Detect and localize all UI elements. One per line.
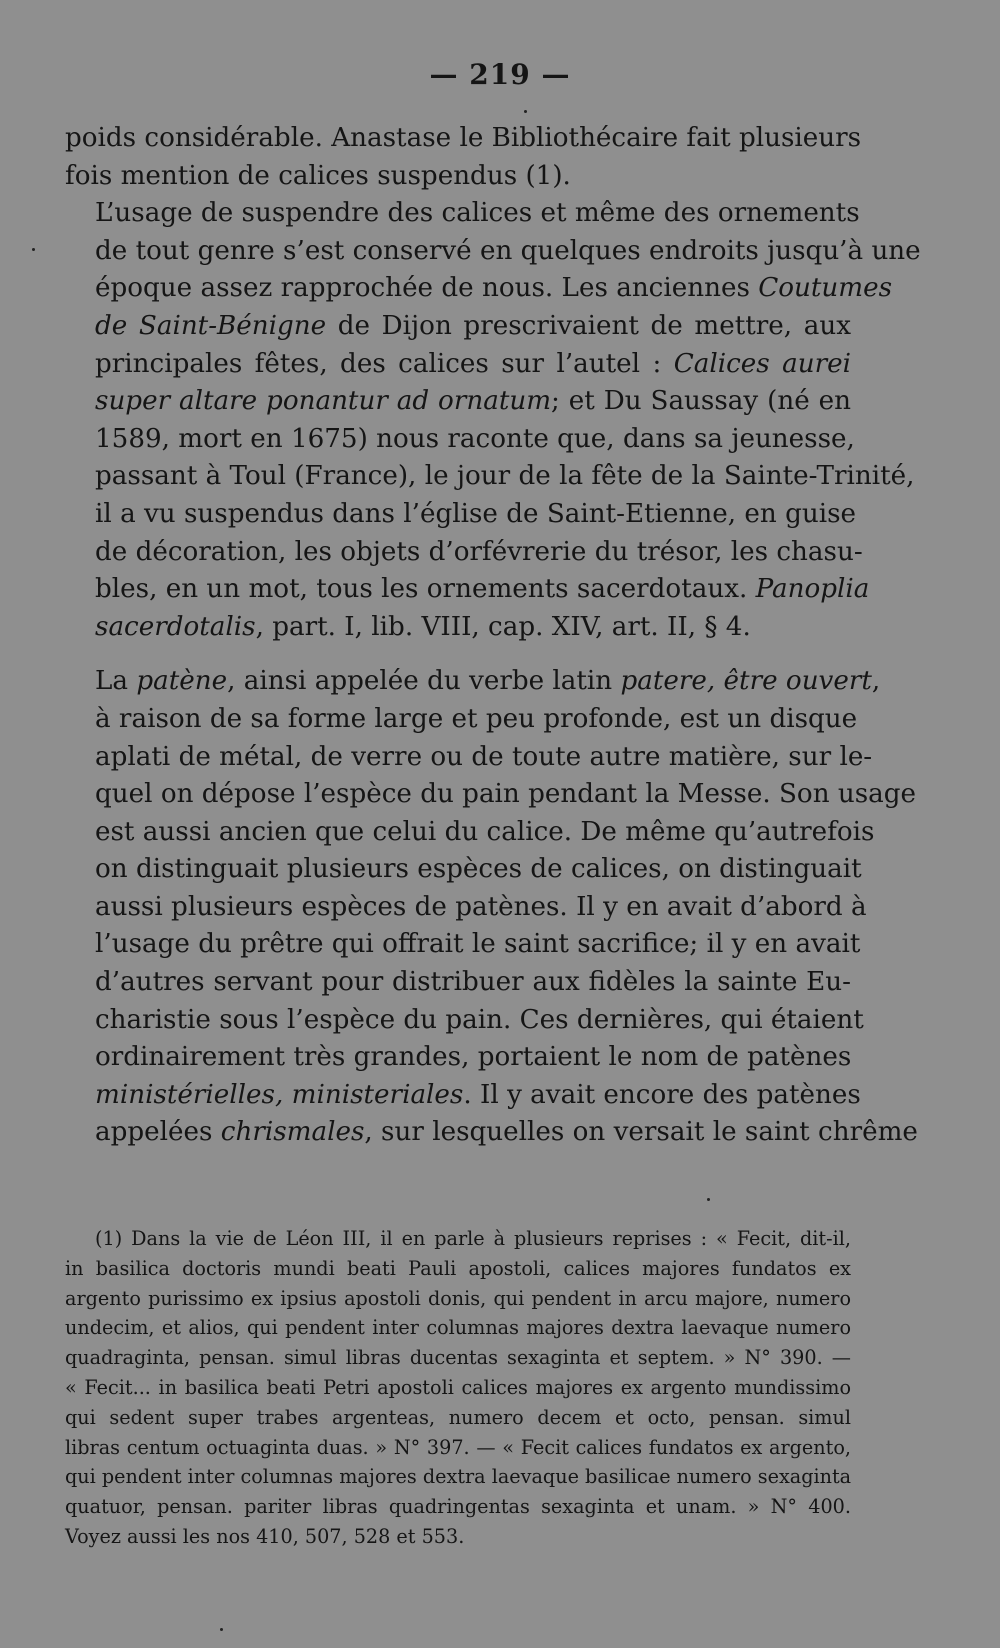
- text-line: de décoration, les objets d’orfévrerie du trésor, les chasu-: [95, 536, 863, 567]
- text-line: ministérielles, ministeriales. Il y avait encore des patènes: [95, 1079, 861, 1110]
- text-line: de Saint-Bénigne de Dijon prescrivaient de mettre, aux: [95, 310, 851, 341]
- text-line: quadraginta, pensan. simul libras ducentas sexaginta et septem. » N° 390. —: [65, 1346, 851, 1370]
- paragraph-2: [65, 195, 921, 646]
- text-line: sacerdotalis, part. I, lib. VIII, cap. XIV, art. II, § 4.: [95, 611, 751, 642]
- print-speck: [220, 1628, 223, 1631]
- page-number: — 219 —: [429, 58, 571, 91]
- text-line: passant à Toul (France), le jour de la fête de la Sainte-Trinité,: [95, 461, 915, 492]
- text-line: est aussi ancien que celui du calice. De même qu’autrefois: [95, 816, 875, 847]
- text-line: undecim, et alios, qui pendent inter columnas majores dextra laevaque numero: [65, 1316, 851, 1340]
- text-line: L’usage de suspendre des calices et même des ornements: [95, 198, 860, 229]
- text-line: à raison de sa forme large et peu profonde, est un disque: [95, 703, 858, 734]
- text-line: de tout genre s’est conservé en quelques endroits jusqu’à une: [95, 235, 921, 266]
- text-line: Voyez aussi les nos 410, 507, 528 et 553.: [65, 1524, 465, 1548]
- text-line: bles, en un mot, tous les ornements sacerdotaux. Panoplia: [95, 574, 870, 605]
- print-speck: [707, 1198, 710, 1201]
- text-line: super altare ponantur ad ornatum; et Du Saussay (né en: [95, 386, 851, 417]
- main-text: [65, 120, 921, 1152]
- text-line: qui pendent inter columnas majores dextra laevaque basilicae numero sexaginta: [65, 1465, 852, 1489]
- text-line: La patène, ainsi appelée du verbe latin patere, être ouvert,: [95, 666, 881, 697]
- text-line: « Fecit... in basilica beati Petri apostoli calices majores ex argento mundissimo: [65, 1375, 851, 1399]
- text-line: d’autres servant pour distribuer aux fidèles la sainte Eu-: [95, 967, 851, 998]
- text-line: on distinguait plusieurs espèces de calices, on distinguait: [95, 854, 862, 885]
- text-line: appelées chrismales, sur lesquelles on versait le saint chrême: [95, 1117, 918, 1148]
- text-line: aplati de métal, de verre ou de toute autre matière, sur le-: [95, 741, 873, 772]
- text-line: quatuor, pensan. pariter libras quadringentas sexaginta et unam. » N° 400.: [65, 1495, 851, 1519]
- text-line: époque assez rapprochée de nous. Les anciennes Coutumes: [95, 273, 893, 304]
- text-line: il a vu suspendus dans l’église de Saint-Etienne, en guise: [95, 498, 857, 529]
- text-line: argento purissimo ex ipsius apostoli donis, qui pendent in arcu majore, numero: [65, 1286, 851, 1310]
- text-line: 1589, mort en 1675) nous raconte que, dans sa jeunesse,: [95, 423, 855, 454]
- paragraph-3: [65, 663, 918, 1152]
- paragraph-1: [65, 120, 862, 195]
- print-speck: [32, 248, 35, 251]
- text-line: poids considérable. Anastase le Bibliothécaire fait plusieurs: [65, 123, 862, 153]
- text-line: (1) Dans la vie de Léon III, il en parle à plusieurs reprises : « Fecit, dit-il,: [95, 1227, 851, 1250]
- print-speck: [524, 110, 527, 113]
- text-line: charistie sous l’espèce du pain. Ces dernières, qui étaient: [95, 1004, 864, 1035]
- text-line: in basilica doctoris mundi beati Pauli apostoli, calices majores fundatos ex: [65, 1256, 851, 1280]
- text-line: fois mention de calices suspendus (1).: [65, 160, 571, 191]
- footnote: [65, 1224, 851, 1552]
- text-line: qui sedent super trabes argenteas, numero decem et octo, pensan. simul: [65, 1405, 851, 1429]
- text-line: l’usage du prêtre qui offrait le saint sacrifice; il y en avait: [95, 929, 861, 960]
- text-line: aussi plusieurs espèces de patènes. Il y en avait d’abord à: [95, 891, 867, 922]
- text-line: ordinairement très grandes, portaient le nom de patènes: [95, 1042, 852, 1073]
- text-line: principales fêtes, des calices sur l’autel : Calices aurei: [95, 348, 851, 379]
- text-line: libras centum octuaginta duas. » N° 397. — « Fecit calices fundatos ex argento,: [65, 1435, 851, 1459]
- text-line: quel on dépose l’espèce du pain pendant la Messe. Son usage: [95, 779, 917, 810]
